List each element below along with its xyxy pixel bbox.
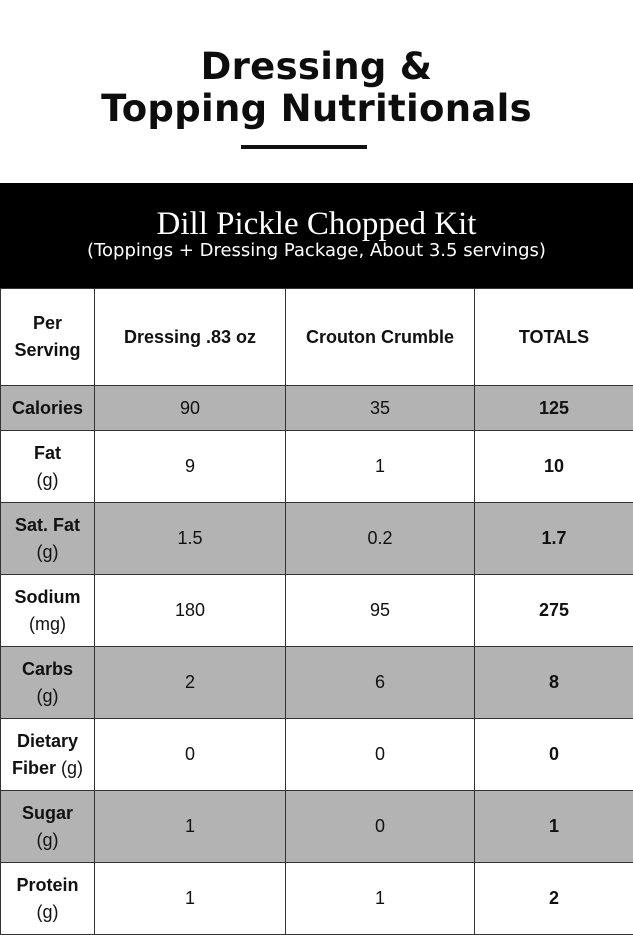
cell-total: 1.7 [475, 503, 633, 575]
table-row [1, 791, 633, 863]
nutrition-table [0, 288, 633, 935]
row-label-carbs [1, 647, 95, 719]
table-row [1, 503, 633, 575]
nutrient-unit: (g) [1, 539, 94, 566]
cell-crouton: 0.2 [286, 503, 475, 575]
cell-dressing: 0 [95, 719, 286, 791]
cell-total: 0 [475, 719, 633, 791]
kit-title: Dill Pickle Chopped Kit [0, 205, 633, 243]
table-row [1, 431, 633, 503]
row-label-protein [1, 863, 95, 935]
cell-total: 275 [475, 575, 633, 647]
page-heading [0, 46, 633, 130]
nutrient-unit: (g) [1, 899, 94, 926]
cell-crouton: 0 [286, 791, 475, 863]
header-dressing: Dressing .83 oz [95, 289, 286, 386]
nutrient-name: Carbs [1, 656, 94, 683]
cell-crouton: 35 [286, 386, 475, 431]
heading-line-1: Dressing & [0, 46, 633, 88]
cell-crouton: 6 [286, 647, 475, 719]
cell-crouton: 95 [286, 575, 475, 647]
header-per-serving [1, 289, 95, 386]
table-header-row [1, 289, 633, 386]
cell-total: 125 [475, 386, 633, 431]
header-totals: TOTALS [475, 289, 633, 386]
cell-dressing: 9 [95, 431, 286, 503]
kit-banner [0, 183, 633, 288]
cell-dressing: 90 [95, 386, 286, 431]
nutrient-unit: (g) [61, 758, 83, 778]
heading-line-2: Topping Nutritionals [0, 88, 633, 130]
header-per: Per [1, 310, 94, 337]
heading-underline [241, 145, 367, 149]
cell-dressing: 180 [95, 575, 286, 647]
table-row [1, 719, 633, 791]
cell-dressing: 1.5 [95, 503, 286, 575]
nutrient-unit: (g) [1, 827, 94, 854]
cell-total: 10 [475, 431, 633, 503]
cell-crouton: 0 [286, 719, 475, 791]
row-label-fat [1, 431, 95, 503]
nutrient-unit: (g) [1, 467, 94, 494]
table-row [1, 647, 633, 719]
cell-dressing: 2 [95, 647, 286, 719]
kit-subtitle: (Toppings + Dressing Package, About 3.5 servings) [0, 240, 633, 262]
nutrient-name: Dietary [1, 728, 94, 755]
cell-crouton: 1 [286, 431, 475, 503]
nutrient-name: Sodium [1, 584, 94, 611]
table-row [1, 386, 633, 431]
nutrient-name: Fat [1, 440, 94, 467]
header-crouton: Crouton Crumble [286, 289, 475, 386]
cell-crouton: 1 [286, 863, 475, 935]
row-label-sat-fat [1, 503, 95, 575]
nutrient-unit: (g) [1, 683, 94, 710]
table-row [1, 863, 633, 935]
row-label-sodium [1, 575, 95, 647]
nutrient-name: Sat. Fat [1, 512, 94, 539]
header-serving: Serving [1, 337, 94, 364]
cell-total: 1 [475, 791, 633, 863]
cell-dressing: 1 [95, 791, 286, 863]
row-label-dietary-fiber [1, 719, 95, 791]
nutrient-name: Protein [1, 872, 94, 899]
nutrient-unit: (mg) [1, 611, 94, 638]
nutrient-name: Sugar [1, 800, 94, 827]
cell-total: 8 [475, 647, 633, 719]
row-label-calories [1, 386, 95, 431]
nutrient-name: Calories [12, 398, 83, 418]
cell-total: 2 [475, 863, 633, 935]
nutrient-name-2: Fiber [12, 758, 56, 778]
table-row [1, 575, 633, 647]
cell-dressing: 1 [95, 863, 286, 935]
row-label-sugar [1, 791, 95, 863]
